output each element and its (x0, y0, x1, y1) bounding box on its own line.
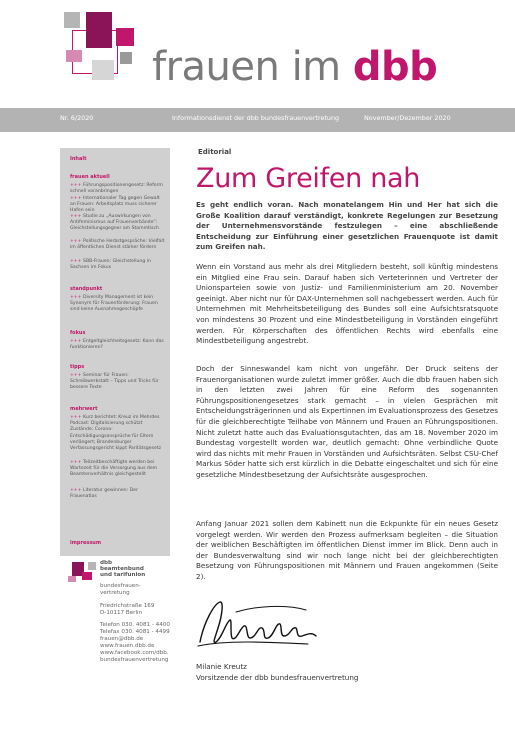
toc-item-text: Teilzeitbeschäftigte werden bei Wartezeit für die Versorgung aus dem Beamtenverhältnis gleichgestellt (70, 460, 158, 478)
signature-image (196, 592, 326, 656)
toc-section-title: fokus (70, 330, 86, 336)
toc-bullet: +++ (70, 239, 82, 244)
publisher-unit-2: vertretung (100, 590, 130, 596)
publisher-city: D-10117 Berlin (100, 610, 143, 616)
publisher-unit: bundesfrauen- (100, 583, 141, 589)
body-paragraph: Doch der Sinneswandel kam nicht von ungefähr. Der Druck seitens der Frauenorganisationen wurde zuletzt immer größer. Auch die dbb frauen haben sich in den letzten zwei Jahren für eine Reform des sogenannten Führungspositionengesetzes stark gemacht – in vielen Gesprächen mit Entscheidungsträgerinnen und als Expertinnen im Evaluationsprozess des Gesetzes für die gleichberechtigte Teilhabe von Männern und Frauen an Führungspositionen. Nicht zuletzt hatte auch das Evaluationsgutachten, das am 18. November 2020 im Bundestag vorgestellt worden war, deutlich gemacht: Ohne verbindliche Quote wird das nichts mit mehr Frauen in Vorständen und Aufsichtsräten. Selbst CSU-Chef Markus Söder hatte sich erst kürzlich in die Debatte eingeschaltet und sich für eine gesetzliche Mindestbesetzung der Aufsichtsräte ausgesprochen. (196, 364, 498, 479)
headline: Zum Greifen nah (196, 163, 421, 194)
toc-bullet: +++ (70, 214, 82, 219)
toc-bullet: +++ (70, 415, 82, 420)
toc-item-text: Politische Herbstgespräche: Vielfalt im öffentlichen Dienst stärker fördern (70, 239, 165, 251)
toc-section-title: tipps (70, 364, 85, 370)
logo-square-pink (116, 28, 134, 46)
body-paragraph: Wenn ein Vorstand aus mehr als drei Mitgliedern besteht, soll künftig mindestens ein Mitglied eine Frau sein. Darauf haben sich Verteterinnen und Vertreter der Unionsparteien sowie von Justiz- und Familienministerium am 20. November geeinigt. Aber nicht nur für DAX-Unternehmen soll nachgebessert werden. Auch für Unternehmen mit Mehrheitsbeteiligung des Bundes soll eine Aufsichtsratsquote von mindestens 30 Prozent und eine Mindestbeteiligung in Vorständen eingeführt werden. Für Körperschaften des öffentlichen Rechts wird ebenfalls eine Mindestbeteiligung angestrebt. (196, 262, 498, 346)
toc-bullet: +++ (70, 295, 82, 300)
toc-section-title: frauen aktuell (70, 174, 110, 180)
toc-item-text: Kurz berichtet: Kreuz im Mehrdes Podcast: Digitalisierung schützt Zustände; Corona-Entschädigungsansprüche für Eltern verlängert; Brandenburger Verfassungsgericht kippt Paritätsgesetz (70, 415, 162, 452)
toc-item[interactable] (70, 488, 166, 500)
toc-bullet: +++ (70, 259, 82, 264)
toc-item[interactable] (70, 183, 166, 195)
toc-item[interactable] (70, 339, 166, 351)
publisher-org: dbb (100, 560, 113, 566)
toc-bullet: +++ (70, 488, 82, 493)
masthead-title-part1: frauen im (152, 44, 353, 90)
publisher-org-2: beamtenbund (100, 566, 144, 572)
toc-item[interactable] (70, 415, 166, 452)
toc-item-text: Entgeltgleichheitsgesetz: Kann das funktionieren? (70, 339, 164, 351)
table-of-contents (60, 148, 170, 556)
publisher-logo-mark-4 (88, 562, 96, 570)
toc-item[interactable] (70, 460, 166, 479)
toc-item[interactable] (70, 259, 166, 271)
logo-square-dark-pink (86, 12, 112, 48)
logo-square-light-grey (92, 60, 114, 80)
logo-square-pink-small (66, 50, 82, 62)
toc-item-text: Seminar für Frauen: Schreibwerkstatt – Tipps und Tricks für bessere Texte (70, 373, 159, 391)
publisher-web[interactable]: www.frauen.dbb.de (100, 643, 155, 649)
publisher-facebook-2[interactable]: bundesfrauenvertretung (100, 657, 169, 663)
toc-section-title[interactable]: impressum (70, 540, 102, 546)
toc-item-text: SBB-Frauen: Gleichstellung in Sachsen im Fokus (70, 259, 151, 271)
logo-square-grey-2 (120, 52, 132, 64)
publisher-email[interactable]: frauen@dbb.de (100, 636, 144, 642)
masthead-title-part2: dbb (352, 44, 438, 90)
toc-item-text: Studie zu „Auswirkungen von Antifeminismus auf Frauenverbände“: Gleichstellungsgegner am Stammtisch (70, 214, 159, 232)
publisher-phone: Telefon 030. 4081 - 4400 (100, 622, 170, 628)
publisher-fax: Telefax 030. 4081 - 4499 (100, 629, 170, 635)
toc-item[interactable] (70, 214, 166, 233)
logo-square-grey (64, 12, 80, 28)
toc-bullet: +++ (70, 183, 82, 188)
publisher-logo-mark-2 (82, 572, 92, 580)
publisher-facebook[interactable]: www.facebook.com/dbb. (100, 650, 169, 656)
issue-date: November/Dezember 2020 (364, 114, 451, 122)
toc-bullet: +++ (70, 460, 82, 465)
masthead-title (152, 44, 437, 90)
toc-item[interactable] (70, 239, 166, 251)
info-band (0, 108, 515, 132)
toc-item-text: Literatur gewinnen: Der Frauenatlas (70, 488, 138, 500)
toc-section-title: standpunkt (70, 286, 103, 292)
signature-name: Milanie Kreutz (196, 662, 247, 671)
issue-number: Nr. 6/2020 (60, 114, 94, 122)
publisher-street: Friedrichstraße 169 (100, 603, 155, 609)
publisher-org-3: und tarifunion (100, 572, 146, 578)
lead-paragraph: Es geht endlich voran. Nach monatelangem Hin und Her hat sich die Große Koalition darauf verständigt, konkrete Regelungen zur Besetzung der Unternehmensvorstände festzulegen – eine abschließende Entscheidung zur Einführung einer gesetzlichen Frauenquote ist damit zum Greifen nah. (196, 200, 498, 252)
toc-item-text: Führungspositionengesetz: Reform schnell voranbringen (70, 183, 163, 195)
band-subtitle: Informationsdienst der dbb bundesfrauenvertretung (172, 114, 340, 122)
toc-heading: Inhalt (70, 156, 87, 162)
toc-item[interactable] (70, 196, 166, 215)
section-label: Editorial (198, 148, 232, 156)
toc-section-title: mehrwert (70, 406, 98, 412)
toc-bullet: +++ (70, 196, 82, 201)
toc-item-text: Internationaler Tag gegen Gewalt an Frauen: Arbeitsplatz muss sicherer Hafen sein (70, 196, 160, 214)
toc-bullet: +++ (70, 373, 82, 378)
publisher-logo-mark-3 (68, 576, 76, 582)
toc-bullet: +++ (70, 339, 82, 344)
signature-role: Vorsitzende der dbb bundesfrauenvertretung (196, 673, 359, 682)
toc-item[interactable] (70, 295, 166, 314)
body-paragraph: Anfang Januar 2021 sollen dem Kabinett nun die Eckpunkte für ein neues Gesetz vorgelegt werden. Wir werden den Prozess aufmerksam begleiten – die Situation der weiblichen Beschäftigten im öffentlichen Dienst immer im Blick. Denn auch in der Bundesverwaltung sind wir noch lange nicht bei der gleichberechtigten Besetzung von Führungspositionen mit Männern und Frauen angekommen (Seite 2). (196, 519, 498, 581)
toc-item-text: Diversity Management ist kein Synonym für Frauenförderung: Frauen sind keine Ausnahmegeschöpfe (70, 295, 158, 313)
toc-item[interactable] (70, 373, 166, 392)
